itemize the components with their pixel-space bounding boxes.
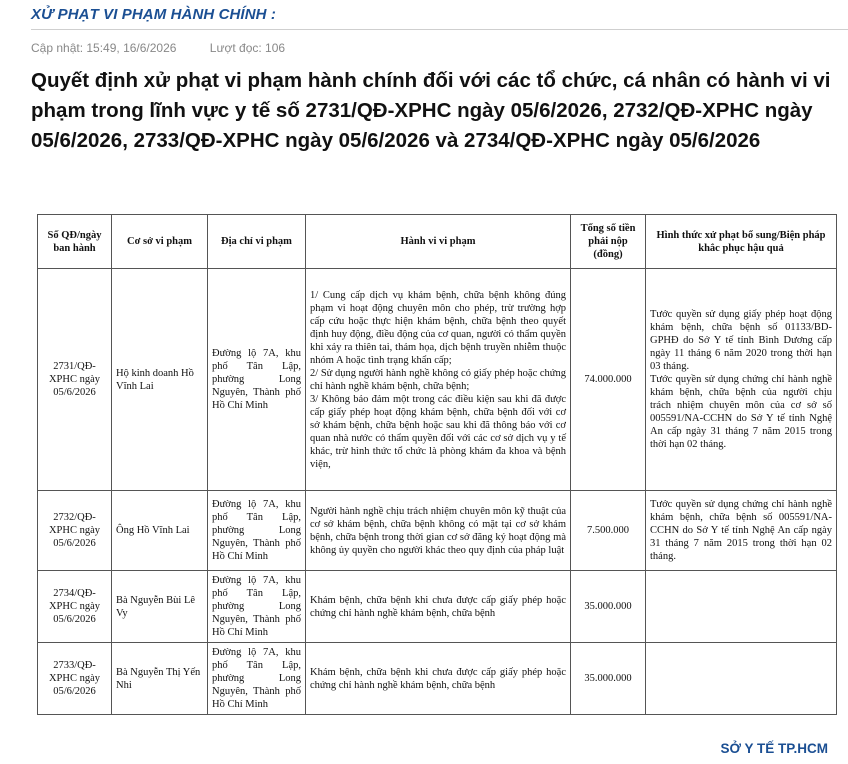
decision-cell: 2734/QĐ-XPHC ngày 05/6/2026 [38,571,112,643]
remedy-cell: Tước quyền sử dụng chứng chỉ hành nghề khám bệnh, chữa bệnh số 005591/NA-CCHN do Sở Y tế tỉnh Nghệ An cấp ngày 31 tháng 7 năm 2015 trong thời hạn 02 tháng. [646,491,837,571]
violation-item: 2/ Sử dụng người hành nghề không có giấy phép hoặc chứng chỉ hành nghề khám bệnh, chữa bệnh; [310,367,566,392]
remedy-cell [646,269,837,491]
remedy-cell [646,643,837,715]
address-cell: Đường lộ 7A, khu phố Tân Lập, phường Long Nguyên, Thành phố Hồ Chí Minh [208,491,306,571]
decision-cell: 2731/QĐ-XPHC ngày 05/6/2026 [38,269,112,491]
section-header[interactable]: XỬ PHẠT VI PHẠM HÀNH CHÍNH : [31,6,276,23]
violation-item: 1/ Cung cấp dịch vụ khám bệnh, chữa bệnh không đúng phạm vi hoạt động chuyên môn cho phép, trừ trường hợp cấp cứu hoặc thực hiện khám bệnh, chữa bệnh theo quyết định huy động, điều động của cơ quan, người có thẩm quyền khi xảy ra thiên tai, thảm họa, dịch bệnh truyền nhiễm thuộc nhóm A hoặc tình trạng khẩn cấp; [310,289,566,366]
section-divider [31,29,848,30]
header-decision: Số QĐ/ngày ban hành [38,215,112,269]
decision-cell: 2733/QĐ-XPHC ngày 05/6/2026 [38,643,112,715]
amount-cell: 7.500.000 [571,491,646,571]
source-signature: SỞ Y TẾ TP.HCM [720,741,828,756]
facility-cell: Bà Nguyễn Thị Yến Nhi [112,643,208,715]
article-title: Quyết định xử phạt vi phạm hành chính đối với các tổ chức, cá nhân có hành vi vi phạm trong lĩnh vực y tế số 2731/QĐ-XPHC ngày 05/6/2026, 2732/QĐ-XPHC ngày 05/6/2026, 2733/QĐ-XPHC ngày 05/6/2026 và 2734/QĐ-XPHC ngày 05/6/2026 [31,69,831,152]
table-header-row [38,215,837,269]
header-facility: Cơ sở vi phạm [112,215,208,269]
table-row [38,269,837,491]
view-count: Lượt đọc: 106 [209,41,286,55]
violation-cell: Khám bệnh, chữa bệnh khi chưa được cấp giấy phép hoặc chứng chỉ hành nghề khám bệnh, chữa bệnh [306,643,571,715]
table-row [38,571,837,643]
facility-cell: Ông Hồ Vĩnh Lai [112,491,208,571]
amount-cell: 35.000.000 [571,643,646,715]
address-cell: Đường lộ 7A, khu phố Tân Lập, phường Long Nguyên, Thành phố Hồ Chí Minh [208,269,306,491]
violation-cell [306,269,571,491]
amount-cell: 35.000.000 [571,571,646,643]
violation-cell: Người hành nghề chịu trách nhiệm chuyên môn kỹ thuật của cơ sở khám bệnh, chữa bệnh không có mặt tại cơ sở khám bệnh, chữa bệnh trong thời gian cơ sở đăng ký hoạt động mà không ủy quyền cho người khác theo quy định của pháp luật [306,491,571,571]
article-meta [31,41,315,55]
address-cell: Đường lộ 7A, khu phố Tân Lập, phường Long Nguyên, Thành phố Hồ Chí Minh [208,571,306,643]
table-row [38,491,837,571]
header-amount: Tổng số tiền phải nộp (đồng) [571,215,646,269]
remedy-cell [646,571,837,643]
decision-cell: 2732/QĐ-XPHC ngày 05/6/2026 [38,491,112,571]
violation-cell: Khám bệnh, chữa bệnh khi chưa được cấp giấy phép hoặc chứng chỉ hành nghề khám bệnh, chữa bệnh [306,571,571,643]
violation-item: 3/ Không bảo đảm một trong các điều kiện sau khi đã được cấp giấy phép hoạt động khám bệnh, chữa bệnh đối với cơ sở khám bệnh, chữa bệnh hoặc sau khi đã thông báo với cơ quan nhà nước có thẩm quyền đối với các cơ sở dịch vụ y tế khác, trừ hình thức tổ chức là phòng khám đa khoa và bệnh viện, [310,393,566,470]
remedy-item: Tước quyền sử dụng giấy phép hoạt động khám bệnh, chữa bệnh số 01133/BD-GPHĐ do Sở Y tế tỉnh Bình Dương cấp ngày 11 tháng 6 năm 2020 trong thời hạn 03 tháng. [650,309,832,372]
header-address: Địa chỉ vi phạm [208,215,306,269]
header-violation: Hành vi vi phạm [306,215,571,269]
facility-cell: Bà Nguyễn Bùi Lê Vy [112,571,208,643]
address-cell: Đường lộ 7A, khu phố Tân Lập, phường Long Nguyên, Thành phố Hồ Chí Minh [208,643,306,715]
penalty-table [37,214,837,715]
remedy-item: Tước quyền sử dụng chứng chỉ hành nghề khám bệnh, chữa bệnh của người chịu trách nhiệm chuyên môn của cơ sở số 005591/NA-CCHN do Sở Y tế tỉnh Nghệ An cấp ngày 31 tháng 7 năm 2015 trong thời hạn 02 tháng. [650,374,832,450]
updated-time: Cập nhật: 15:49, 16/6/2026 [31,41,177,55]
amount-cell: 74.000.000 [571,269,646,491]
table-row [38,643,837,715]
header-remedy: Hình thức xử phạt bổ sung/Biện pháp khắc phục hậu quả [646,215,837,269]
facility-cell: Hộ kinh doanh Hồ Vĩnh Lai [112,269,208,491]
